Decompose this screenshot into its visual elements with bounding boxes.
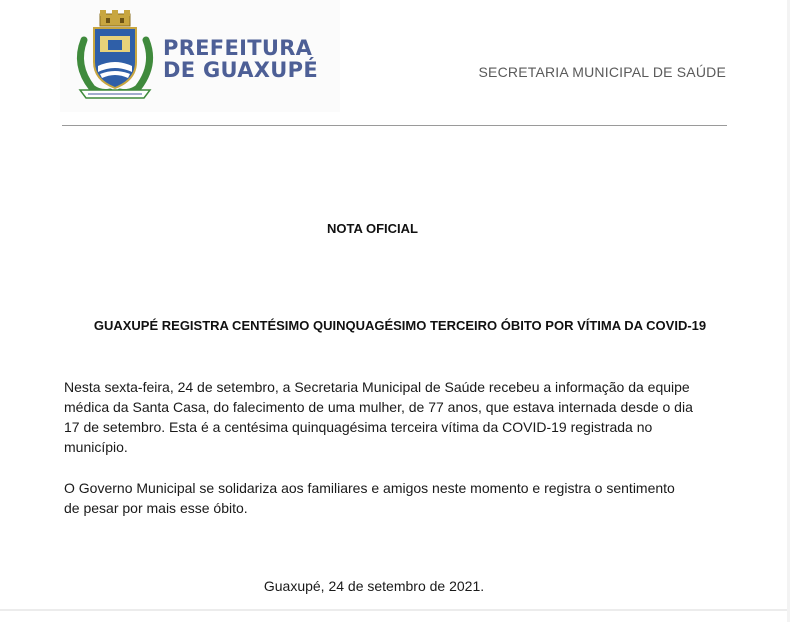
page-bottom-edge	[0, 609, 790, 611]
logo-line-1: PREFEITURA	[163, 36, 313, 60]
paragraph-line: município.	[64, 439, 128, 455]
header-divider	[62, 125, 727, 126]
document-headline: GUAXUPÉ REGISTRA CENTÉSIMO QUINQUAGÉSIMO TERCEIRO ÓBITO POR VÍTIMA DA COVID-19	[93, 318, 707, 333]
paragraph-line: O Governo Municipal se solidariza aos familiares e amigos neste momento e registra o sentimento	[64, 480, 675, 496]
municipality-logo-text	[163, 37, 318, 81]
coat-of-arms-icon	[70, 10, 160, 102]
paragraph-line: Nesta sexta-feira, 24 de setembro, a Secretaria Municipal de Saúde recebeu a informação da equipe	[64, 379, 690, 395]
department-name: SECRETARIA MUNICIPAL DE SAÚDE	[478, 64, 726, 80]
paragraph-line: médica da Santa Casa, do falecimento de uma mulher, de 77 anos, que estava internada desde o dia	[64, 399, 693, 415]
logo-line-2: DE GUAXUPÉ	[163, 58, 318, 82]
document-label: NOTA OFICIAL	[327, 221, 418, 236]
dateline: Guaxupé, 24 de setembro de 2021.	[263, 578, 485, 594]
paragraph-line: de pesar por mais esse óbito.	[64, 500, 248, 516]
body-paragraph-2	[64, 478, 675, 518]
paragraph-line: 17 de setembro. Esta é a centésima quinquagésima terceira vítima da COVID-19 registrada no	[64, 419, 653, 435]
body-paragraph-1	[64, 377, 693, 457]
